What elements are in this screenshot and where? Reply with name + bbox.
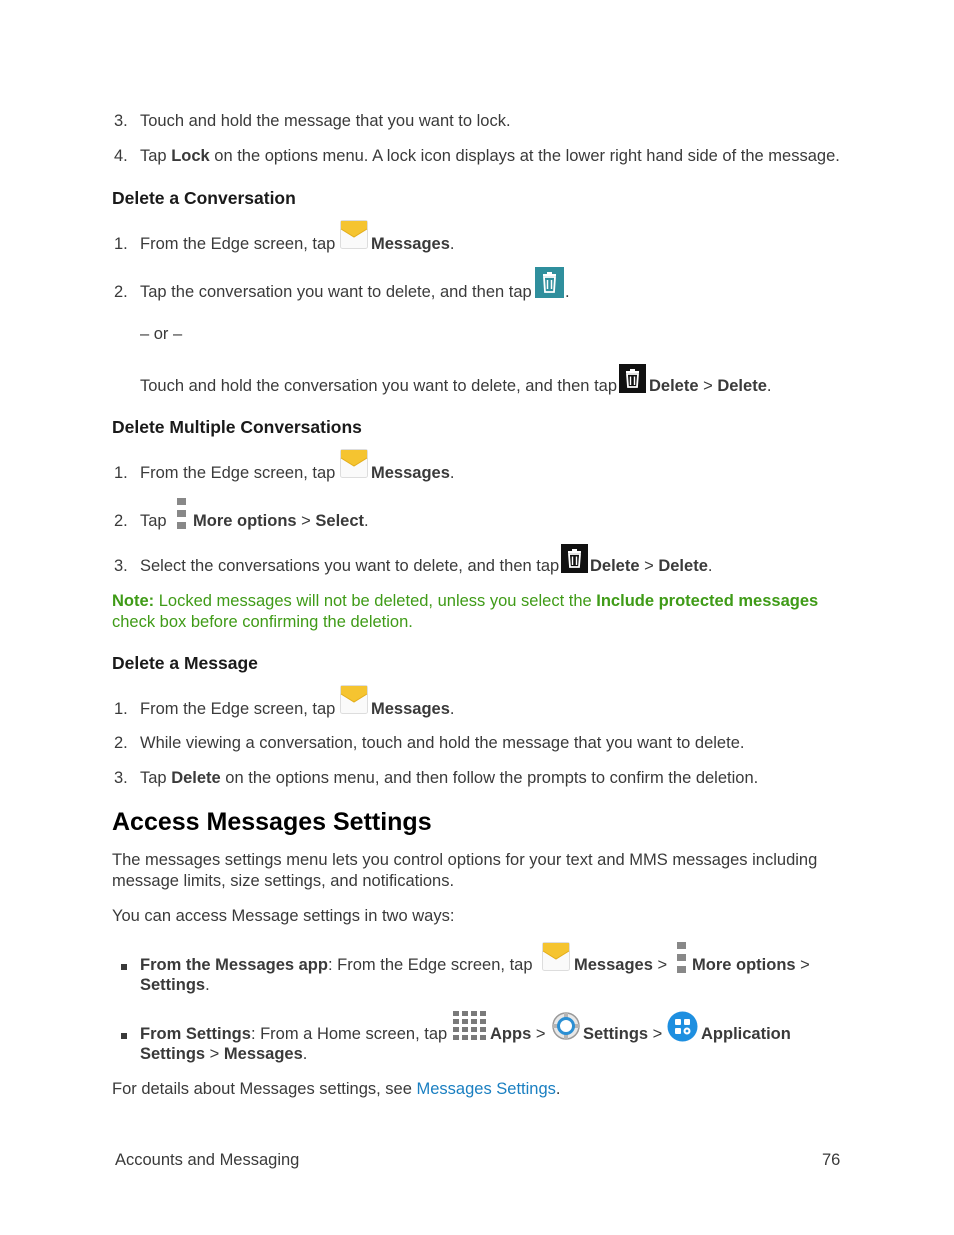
step-delmsg-2: 2. While viewing a conversation, touch and hold the message that you want to delete. xyxy=(114,734,745,752)
step-number: 4. xyxy=(114,147,128,165)
heading-delete-message: Delete a Message xyxy=(112,653,258,673)
step-lock-3 xyxy=(0,112,954,136)
step-number: 3. xyxy=(114,769,128,787)
step-number: 3. xyxy=(114,557,128,575)
step-number: 3. xyxy=(114,112,128,130)
step-text: Touch and hold the message that you want to lock. xyxy=(140,112,511,130)
messages-envelope-icon xyxy=(340,685,368,714)
more-options-icon xyxy=(177,498,186,529)
apps-grid-icon xyxy=(453,1011,488,1042)
messages-envelope-icon xyxy=(340,449,368,478)
trash-black-icon xyxy=(619,364,646,393)
note-protected-messages: Note: Locked messages will not be deleted, unless you select the Include protected messages xyxy=(112,592,819,610)
settings-intro-line2: message limits, size settings, and notifications. xyxy=(112,872,455,890)
step-delconv-2: 2. Tap the conversation you want to delete, and then tap xyxy=(114,283,532,301)
step-lock-4 xyxy=(0,147,954,171)
step-delmulti-2: 2. Tap xyxy=(114,512,167,530)
application-manager-icon xyxy=(667,1011,698,1042)
more-options-icon xyxy=(677,942,686,973)
step-delmsg-3: 3. Tap Delete on the options menu, and then follow the prompts to confirm the deletion. xyxy=(114,769,759,787)
bullet-marker xyxy=(121,964,127,970)
messages-envelope-icon xyxy=(542,942,570,971)
trash-black-icon xyxy=(561,544,588,573)
bullet-marker xyxy=(121,1033,127,1039)
page-number: 76 xyxy=(822,1151,841,1169)
step-number: 1. xyxy=(114,235,128,253)
settings-gear-icon xyxy=(551,1011,581,1041)
bullet-from-messages-app: From the Messages app: From the Edge screen, tap xyxy=(140,956,533,974)
step-delmulti-3: 3. Select the conversations you want to delete, and then tap xyxy=(114,557,560,575)
details-line: For details about Messages settings, see Messages Settings. xyxy=(112,1080,561,1098)
bullet-from-settings: From Settings: From a Home screen, tap xyxy=(140,1025,448,1043)
messages-settings-link[interactable]: Messages Settings xyxy=(416,1080,556,1098)
step-number: 2. xyxy=(114,283,128,301)
heading-access-settings: Access Messages Settings xyxy=(112,808,432,836)
step-number: 2. xyxy=(114,512,128,530)
step-number: 1. xyxy=(114,700,128,718)
settings-ways: You can access Message settings in two ways: xyxy=(112,907,455,925)
or-separator: – or – xyxy=(140,325,183,343)
step-number: 1. xyxy=(114,464,128,482)
step-delmsg-1: 1. From the Edge screen, tap xyxy=(114,700,336,718)
note-line-2: check box before confirming the deletion. xyxy=(112,613,413,631)
messages-envelope-icon xyxy=(340,220,368,249)
step-number: 2. xyxy=(114,734,128,752)
alt-instruction: Touch and hold the conversation you want to delete, and then tap xyxy=(140,377,618,395)
settings-intro-line1: The messages settings menu lets you control options for your text and MMS messages including xyxy=(112,851,818,869)
heading-delete-conversation: Delete a Conversation xyxy=(112,188,296,208)
footer-section: Accounts and Messaging xyxy=(115,1151,300,1169)
trash-teal-icon xyxy=(535,267,564,298)
heading-delete-multiple: Delete Multiple Conversations xyxy=(112,417,362,437)
step-delmulti-1: 1. From the Edge screen, tap xyxy=(114,464,336,482)
step-text: Tap Lock on the options menu. A lock icon displays at the lower right hand side of the message. xyxy=(140,147,840,165)
step-delconv-1: 1. From the Edge screen, tap xyxy=(114,235,336,253)
